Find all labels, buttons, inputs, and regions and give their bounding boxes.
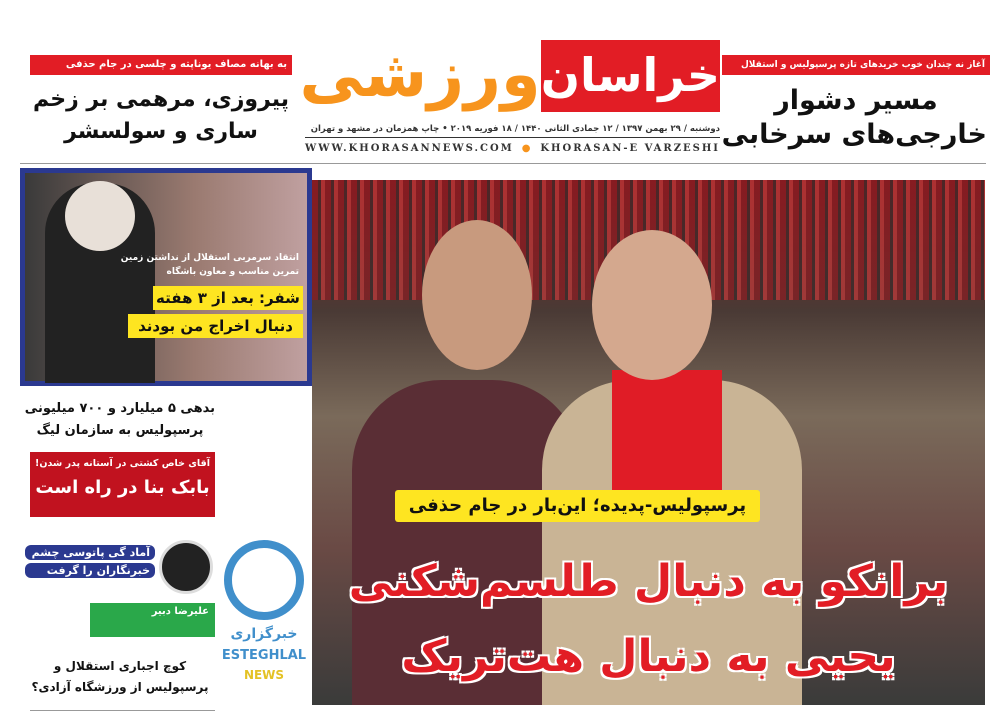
left-kicker: به بهانه مصاف یوناپته و چلسی در جام حذفی <box>30 55 292 75</box>
website-link[interactable]: WWW.KHORASANNEWS.COM <box>305 143 514 154</box>
headline-line: پیروزی، مرهمی بر زخم <box>32 87 290 112</box>
masthead-logo <box>299 38 720 112</box>
watermark-logo: خبرگزاری ESTEGHLAL NEWS <box>218 540 310 690</box>
divider <box>20 163 986 164</box>
ball-icon <box>224 540 304 620</box>
left-item-azadi[interactable]: کوچ اجباری استقلال و پرسپولیس از ورزشگاه آزادی؟ <box>31 659 209 694</box>
face-left <box>422 220 532 370</box>
main-kicker: پرسپولیس-پدیده؛ این‌بار در جام حذفی <box>395 490 760 522</box>
face-right <box>592 230 712 380</box>
headline-line: ساری و سولسشر <box>64 119 258 144</box>
dot-icon: ● <box>521 143 533 154</box>
red-scarf <box>612 370 722 500</box>
latin-name: KHORASAN-E VARZESHI <box>540 143 720 154</box>
left-headline[interactable] <box>30 84 292 148</box>
feature-box[interactable] <box>20 168 312 386</box>
left-item-green[interactable]: علیرضا دبیر <box>90 603 215 637</box>
url-line <box>305 143 720 154</box>
right-kicker: آغاز نه چندان خوب خریدهای تازه پرسپولیس و استقلال <box>722 55 990 75</box>
main-photo <box>312 180 985 705</box>
dateline: دوشنبه / ۲۹ بهمن ۱۳۹۷ / ۱۲ جمادی الثانی ۱۴۴۰ / ۱۸ فوریه ۲۰۱۹ • چاپ همزمان در مشهد و تهران <box>305 122 720 138</box>
headline-line: مسیر دشوار <box>774 85 938 116</box>
left-item-bana[interactable]: آقای خاص کشتی در آستانه پدر شدن! بابک بنا در راه است <box>30 452 215 517</box>
feature-sub: انتقاد سرمربی استقلال از نداشتن زمین تمرین مناسب و معاون باشگاه <box>120 253 299 277</box>
divider <box>30 710 215 711</box>
left-item-patosi[interactable]: آماد گی پاتوسی چشم خبرنگاران را گرفت <box>25 545 155 578</box>
feature-quote-1: شفر: بعد از ۳ هفته <box>153 286 303 310</box>
main-headline-2[interactable]: یحیی به دنبال هت‌تریک <box>401 631 896 682</box>
feature-quote-2: دنبال اخراج من بودند <box>128 314 303 338</box>
coach-face <box>65 181 135 251</box>
left-item-debt[interactable]: بدهی ۵ میلیارد و ۷۰۰ میلیونی پرسپولیس به سازمان لیگ <box>24 401 215 438</box>
masthead-orange: ورزشی <box>299 38 541 112</box>
headline-line: خارجی‌های سرخابی <box>721 119 987 150</box>
player-avatar <box>159 540 213 594</box>
masthead-red: خراسان <box>541 40 720 112</box>
main-headline-1[interactable]: برانکو به دنبال طلسم‌شکنی <box>348 556 949 607</box>
right-headline[interactable] <box>721 84 987 152</box>
